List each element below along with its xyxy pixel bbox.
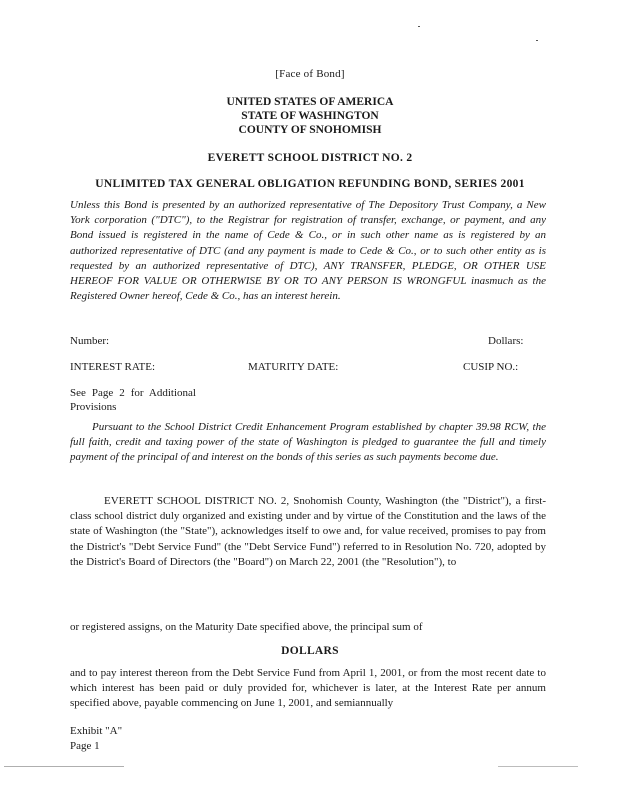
additional-provisions-note: See Page 2 for Additional Provisions bbox=[70, 387, 196, 413]
interest-paragraph: and to pay interest thereon from the Debt Service Fund from April 1, 2001, or from the most recent date to which interest has been paid or duly provided for, whichever is later, at the Interest Rate per annum specified above, payable commencing on June 1, 2001, and semiannually bbox=[70, 667, 546, 710]
header-state: STATE OF WASHINGTON bbox=[241, 110, 379, 122]
legend-text-caps: ANY TRANSFER, PLEDGE, OR OTHER USE HEREOF FOR VALUE OR OTHERWISE BY OR TO ANY PERSON IS WRONGFUL bbox=[70, 259, 546, 288]
dtc-legend-paragraph bbox=[70, 198, 546, 304]
scan-speck bbox=[536, 40, 538, 41]
legend-text-a: Unless this Bond is presented by an authorized representative of The Depository Trust Company, a New York corporation ("DTC"), to the Registrar for registration of transfer, exchange, or payment, and any Bond issued is registered in the name of Cede & Co., or in such other name as is registered by an authorized representative of DTC (and any payment is made to Cede & Co., or to such other entity as is requested by an authorized representative of DTC), bbox=[70, 199, 546, 272]
bond-title: UNLIMITED TAX GENERAL OBLIGATION REFUNDING BOND, SERIES 2001 bbox=[95, 178, 525, 190]
scan-speck bbox=[418, 26, 420, 27]
number-label: Number: bbox=[70, 335, 110, 347]
header-country: UNITED STATES OF AMERICA bbox=[226, 96, 394, 108]
exhibit-label: Exhibit "A" bbox=[70, 725, 123, 737]
legend-text-b: inasmuch as the Registered Owner hereof, Cede & Co., has an interest herein. bbox=[70, 275, 546, 303]
district-promise-paragraph: EVERETT SCHOOL DISTRICT NO. 2, Snohomish County, Washington (the "District"), a first-class school district duly organized and existing under and by virtue of the Constitution and the laws of the state of Washington (the "State"), acknowledges itself to owe and, for value received, promises to pay from the District's "Debt Service Fund" (the "Debt Service Fund") referred to in Resolution No. 720, adopted by the District's Board of Directors (the "Board") on March 22, 2001 (the "Resolution"), to bbox=[70, 495, 546, 568]
scan-edge-line bbox=[4, 766, 124, 767]
face-of-bond-label: [Face of Bond] bbox=[275, 68, 345, 80]
dollars-heading: DOLLARS bbox=[281, 645, 339, 657]
cusip-label: CUSIP NO.: bbox=[463, 361, 519, 373]
registered-assigns-line: or registered assigns, on the Maturity Date specified above, the principal sum of bbox=[70, 621, 423, 633]
header-county: COUNTY OF SNOHOMISH bbox=[238, 124, 382, 136]
page-number: Page 1 bbox=[70, 740, 100, 752]
interest-rate-label: INTEREST RATE: bbox=[70, 361, 156, 373]
district-title: EVERETT SCHOOL DISTRICT NO. 2 bbox=[207, 152, 413, 164]
scan-edge-line bbox=[498, 766, 578, 767]
dollars-label: Dollars: bbox=[488, 335, 524, 347]
credit-enhancement-paragraph: Pursuant to the School District Credit Enhancement Program established by chapter 39.98 RCW, the full faith, credit and taxing power of the state of Washington is pledged to guarantee the full and timely payment of the principal of and interest on the bonds of this series as such payments become due. bbox=[70, 421, 546, 464]
maturity-date-label: MATURITY DATE: bbox=[248, 361, 339, 373]
